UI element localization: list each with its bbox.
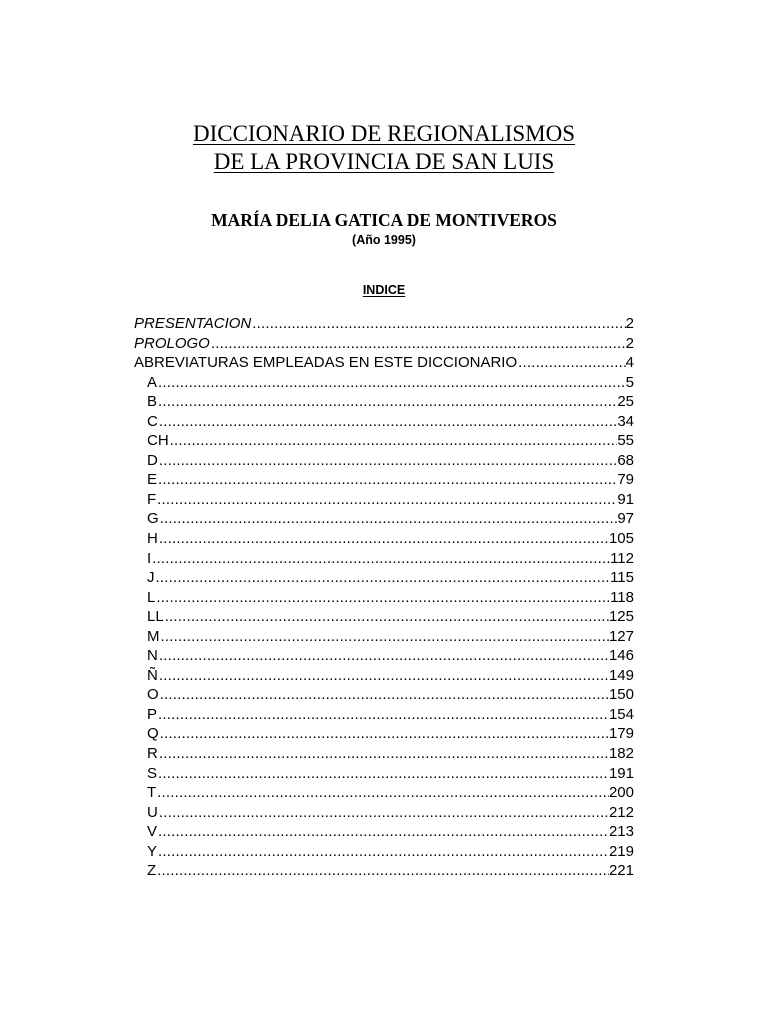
toc-page-number: 97 [617, 510, 634, 528]
toc-entry-line [147, 627, 634, 647]
toc-page-number: 213 [608, 823, 634, 841]
toc-entry-line [147, 568, 634, 588]
toc-entry-label: Y [147, 842, 158, 860]
toc-letter-entry [0, 470, 768, 490]
toc-page-number: 219 [608, 842, 634, 860]
toc-letter-entry [0, 451, 768, 471]
toc-letter-entry [0, 627, 768, 647]
toc-entry-line [147, 842, 634, 862]
toc-letter-entry [0, 764, 768, 784]
toc-entry-line [134, 334, 634, 354]
toc-page-number: 150 [608, 686, 634, 704]
toc-page-number: 146 [608, 647, 634, 665]
dot-leader [157, 842, 609, 862]
toc-entry-label: C [147, 412, 158, 430]
toc-page-number: 2 [625, 334, 634, 352]
dot-leader [155, 588, 610, 608]
dot-leader [160, 627, 609, 647]
toc-letter-entry [0, 568, 768, 588]
toc-entry-label: A [147, 373, 158, 391]
table-of-contents [0, 314, 768, 881]
toc-entry-line [134, 314, 634, 334]
toc-page-number: 105 [608, 530, 634, 548]
toc-section-entry [0, 314, 768, 334]
toc-entry-line [147, 607, 634, 627]
toc-entry-label: Q [147, 725, 159, 743]
toc-entry-line [147, 529, 634, 549]
document-title-line-2: DE LA PROVINCIA DE SAN LUIS [213, 149, 555, 174]
toc-page-number: 200 [608, 784, 634, 802]
toc-page-number: 112 [610, 549, 634, 567]
toc-letter-entry [0, 490, 768, 510]
toc-letter-entry [0, 392, 768, 412]
toc-letter-entry [0, 646, 768, 666]
toc-entry-line [147, 509, 634, 529]
toc-entry-label: F [147, 490, 157, 508]
toc-letter-entry [0, 607, 768, 627]
dot-leader [158, 803, 609, 823]
author-name: MARÍA DELIA GATICA DE MONTIVEROS [211, 210, 557, 230]
dot-leader [157, 470, 617, 490]
toc-entry-label: CH [147, 432, 169, 450]
toc-entry-label: V [147, 823, 158, 841]
toc-entry-line [147, 470, 634, 490]
toc-page-number: 25 [617, 393, 634, 411]
toc-entry-label: Ñ [147, 666, 158, 684]
toc-page-number: 115 [610, 569, 634, 587]
toc-page-number: 55 [617, 432, 634, 450]
toc-letter-entry [0, 861, 768, 881]
dot-leader [158, 646, 609, 666]
toc-letter-entry [0, 509, 768, 529]
toc-entry-label: T [147, 784, 157, 802]
dot-leader [158, 529, 609, 549]
toc-entry-label: U [147, 803, 158, 821]
toc-page-number: 91 [617, 490, 634, 508]
toc-letter-entry [0, 724, 768, 744]
dot-leader [169, 431, 618, 451]
toc-letter-entry [0, 529, 768, 549]
toc-entry-line [147, 822, 634, 842]
toc-entry-label: N [147, 647, 158, 665]
toc-entry-line [147, 490, 634, 510]
dot-leader [164, 607, 609, 627]
toc-entry-line [147, 392, 634, 412]
toc-page-number: 5 [625, 373, 634, 391]
toc-entry-label: PROLOGO [134, 334, 210, 352]
toc-entry-line [147, 373, 634, 393]
toc-page-number: 118 [610, 588, 634, 606]
dot-leader [156, 861, 609, 881]
toc-letter-entry [0, 666, 768, 686]
toc-entry-label: I [147, 549, 152, 567]
index-heading: INDICE [362, 283, 406, 297]
publication-year: (Año 1995) [352, 233, 416, 247]
toc-entry-line [147, 412, 634, 432]
toc-page-number: 4 [625, 354, 634, 372]
dot-leader [157, 392, 617, 412]
toc-letter-entry [0, 685, 768, 705]
toc-entry-label: M [147, 627, 160, 645]
toc-page-number: 212 [608, 803, 634, 821]
toc-letter-entry [0, 842, 768, 862]
toc-entry-label: P [147, 705, 158, 723]
dot-leader [156, 490, 617, 510]
toc-section-entry [0, 353, 768, 373]
toc-page-number: 34 [617, 412, 634, 430]
toc-entry-label: R [147, 745, 158, 763]
dot-leader [159, 724, 609, 744]
toc-entry-label: O [147, 686, 159, 704]
toc-entry-line [147, 724, 634, 744]
dot-leader [159, 685, 609, 705]
toc-entry-label: ABREVIATURAS EMPLEADAS EN ESTE DICCIONARIO [134, 354, 518, 372]
toc-page-number: 79 [617, 471, 634, 489]
toc-entry-line [147, 588, 634, 608]
toc-page-number: 179 [608, 725, 634, 743]
toc-entry-line [147, 431, 634, 451]
toc-page-number: 125 [608, 608, 634, 626]
toc-page-number: 182 [608, 745, 634, 763]
toc-page-number: 2 [625, 315, 634, 332]
dot-leader [158, 451, 617, 471]
toc-page-number: 68 [617, 451, 634, 469]
dot-leader [156, 783, 609, 803]
toc-entry-label: J [147, 569, 155, 587]
toc-entry-line [147, 861, 634, 881]
toc-page-number: 191 [608, 764, 634, 782]
toc-entry-label: H [147, 530, 158, 548]
toc-entry-line [147, 744, 634, 764]
toc-entry-line [147, 783, 634, 803]
toc-entry-label: S [147, 764, 158, 782]
toc-entry-label: G [147, 510, 159, 528]
toc-entry-line [147, 764, 634, 784]
toc-entry-label: LL [147, 608, 164, 626]
toc-entry-label: B [147, 393, 158, 411]
toc-letter-entry [0, 744, 768, 764]
dot-leader [158, 666, 609, 686]
toc-entry-label: Z [147, 862, 157, 880]
toc-entry-line [147, 666, 634, 686]
dot-leader [157, 764, 609, 784]
toc-letter-entry [0, 373, 768, 393]
toc-entry-label: L [147, 588, 156, 606]
toc-entry-line [147, 803, 634, 823]
toc-entry-line [147, 705, 634, 725]
toc-letter-entry [0, 431, 768, 451]
toc-page-number: 154 [608, 705, 634, 723]
toc-page-number: 127 [608, 627, 634, 645]
toc-letter-entry [0, 412, 768, 432]
toc-entry-label: E [147, 471, 158, 489]
toc-letter-entry [0, 705, 768, 725]
dot-leader [158, 744, 609, 764]
toc-entry-label: D [147, 451, 158, 469]
dot-leader [251, 314, 625, 334]
toc-letter-entry [0, 803, 768, 823]
toc-letter-entry [0, 549, 768, 569]
dot-leader [517, 353, 626, 373]
toc-entry-line [147, 549, 634, 569]
toc-page-number: 221 [608, 862, 634, 880]
toc-entry-line [134, 353, 634, 373]
toc-letter-entry [0, 822, 768, 842]
dot-leader [157, 822, 609, 842]
dot-leader [151, 549, 610, 569]
dot-leader [210, 334, 626, 354]
toc-page-number: 149 [608, 666, 634, 684]
toc-letter-entry [0, 783, 768, 803]
dot-leader [157, 705, 609, 725]
dot-leader [155, 568, 611, 588]
toc-entry-label: PRESENTACION [134, 315, 252, 332]
toc-section-entry [0, 334, 768, 354]
toc-letter-entry [0, 588, 768, 608]
dot-leader [157, 373, 626, 393]
dot-leader [159, 509, 618, 529]
toc-entry-line [147, 685, 634, 705]
toc-entry-line [147, 451, 634, 471]
dot-leader [158, 412, 617, 432]
toc-entry-line [147, 646, 634, 666]
document-title-line-1: DICCIONARIO DE REGIONALISMOS [192, 121, 576, 146]
